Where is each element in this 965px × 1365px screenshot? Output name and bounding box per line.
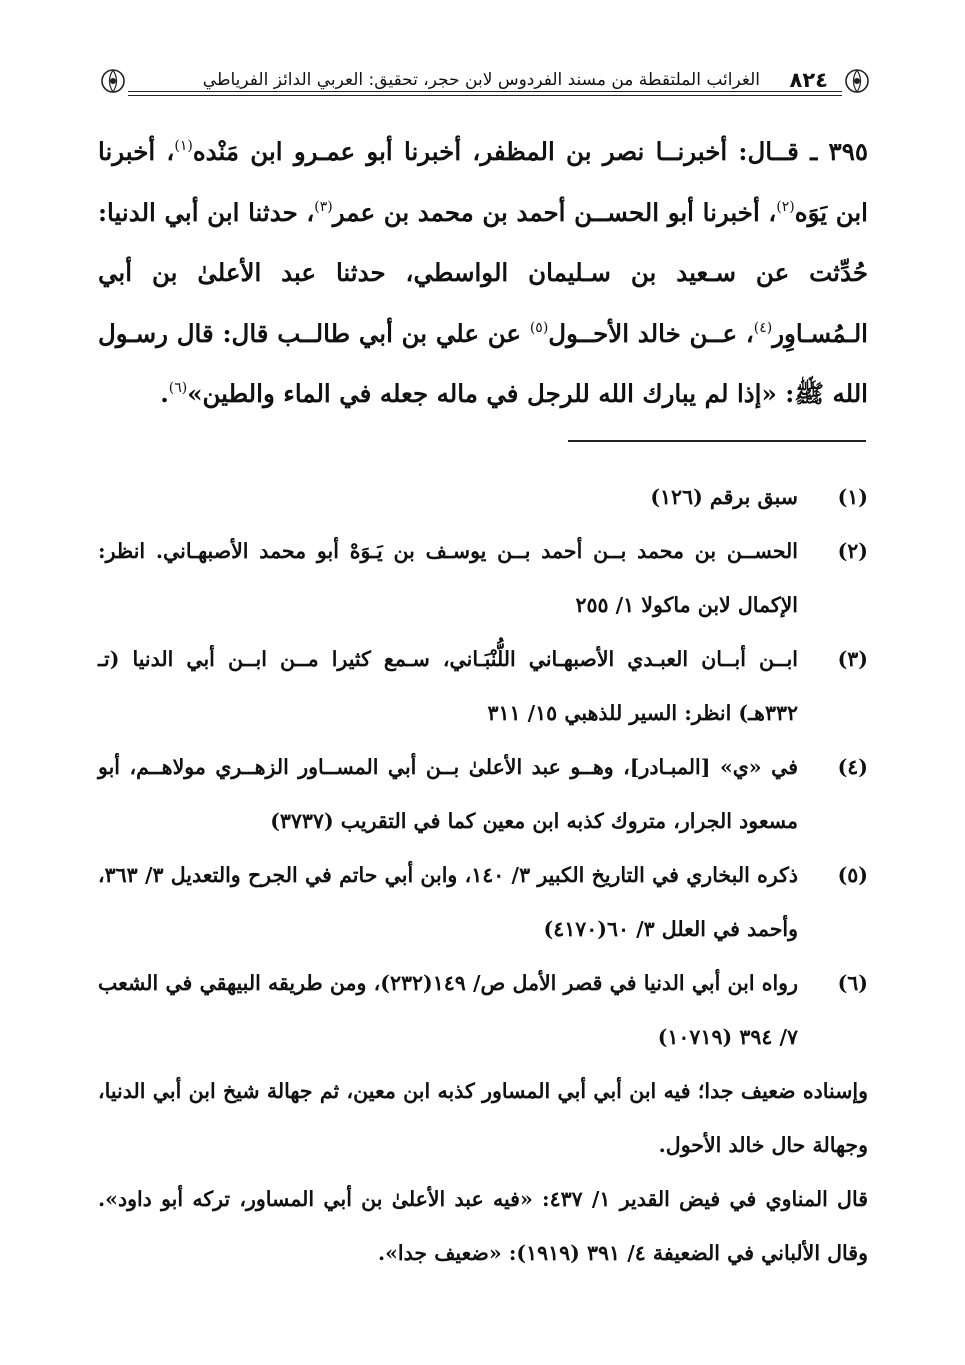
hadith-segment: . [160,379,169,408]
header-rule [128,91,842,96]
footnote-number: (٦) [837,971,868,995]
footnote-number: (٥) [837,863,868,887]
ornament-right-icon [842,66,872,96]
footnote-marker[interactable]: (٦) [168,380,188,396]
footnote-item [98,740,868,848]
running-header [98,62,872,102]
footnote-number: (١) [837,485,868,509]
hadith-number: ٣٩٥ [828,137,869,166]
footnote-item [98,470,868,524]
hadith-segment: ، أخبرنا أبو الحســن أحمد بن محمد بن عمر [332,197,777,227]
footnote-item [98,848,868,956]
hadith-text [98,122,868,425]
footnote-commentary: وإسناده ضعيف جدا؛ فيه ابن أبي أبي المساور كذبه ابن معين، ثم جهالة شيخ ابن أبي الدنيا، وجهالة حال خالد الأحول. [98,1079,868,1157]
footnote-text: الحســن بن محمد بــن أحمد بــن يوسـف بن يَـوَهْ أبو محمد الأصبهـاني. انظر: الإكمال لابن ماكولا ١/ ٢٥٥ [98,539,798,617]
footnote-text: سبق برقم (١٢٦) [650,485,798,509]
footnotes-section [98,470,868,1280]
hadith-segment: ، عــن خالد الأحــول [548,318,754,348]
footnote-marker[interactable]: (١) [174,138,193,154]
footnote-marker[interactable]: (٤) [753,319,773,336]
footnote-separator [568,440,866,442]
footnote-item [98,956,868,1064]
footnote-number: (٤) [837,755,868,779]
hadith-paragraph [98,122,868,425]
footnote-text: ابــن أبــان العبـدي الأصبهـاني اللُّنْبَـاني، سـمع كثيرا مــن ابــن أبي الدنيا (تـ ٣٣٢هـ) انظر: السير للذهبي ١٥/ ٣١١ [98,647,798,725]
footnote-item [98,524,868,632]
footnote-text: في «ي» [المبـادر]، وهــو عبد الأعلىٰ بــن أبي المســاور الزهــري مولاهــم، أبو مسعود الجرار، متروك كذبه ابن معين كما في التقريب (٣٧٣٧) [98,755,798,833]
footnote-marker[interactable]: (٢) [776,198,795,215]
ornament-left-icon [98,66,128,96]
footnote-text: رواه ابن أبي الدنيا في قصر الأمل ص/ ١٤٩(٢٣٢)، ومن طريقه البيهقي في الشعب ٧/ ٣٩٤ (١٠٧١٩) [98,971,798,1049]
footnote-text: ذكره البخاري في التاريخ الكبير ٣/ ١٤٠، وابن أبي حاتم في الجرح والتعديل ٣/ ٣٦٣، وأحمد في العلل ٣/ ٦٠(٤١٧٠) [98,863,799,941]
footnote-number: (٣) [837,647,868,671]
page-number: ٨٢٤ [789,68,828,92]
hadith-segment: ، أخبرنا ابن يَوَه [98,137,868,227]
hadith-segment: ، حدثنا ابن أبي الدنيا: حُدِّثت عن سـعيد بن سـليمان الواسطي، حدثنا عبد الأعلىٰ بن أبي الـمُسـاوِر [98,197,868,348]
footnote-marker[interactable]: (٥) [529,319,549,336]
footnote-number: (٢) [837,539,868,563]
hadith-segment: عن علي بن أبي طالــب قال: قال رسـول الله ﷺ: «إذا لم يبارك الله للرجل في ماله جعله في الماء والطين» [98,318,868,408]
footnote-commentary: قال المناوي في فيض القدير ١/ ٤٣٧: «فيه عبد الأعلىٰ بن أبي المساور، تركه أبو داود». وقال الألباني في الضعيفة ٤/ ٣٩١ (١٩١٩): «ضعيف جدا». [98,1187,868,1265]
hadith-segment: ـ قــال: أخبرنــا نصر بن المظفر، أخبرنا أبو عمـرو ابن مَنْده [192,137,829,166]
footnote-item [98,632,868,740]
footnote-marker[interactable]: (٣) [314,198,333,215]
running-title: الغرائب الملتقطة من مسند الفردوس لابن حجر، تحقيق: العربي الدائز الفرياطي [202,70,760,90]
